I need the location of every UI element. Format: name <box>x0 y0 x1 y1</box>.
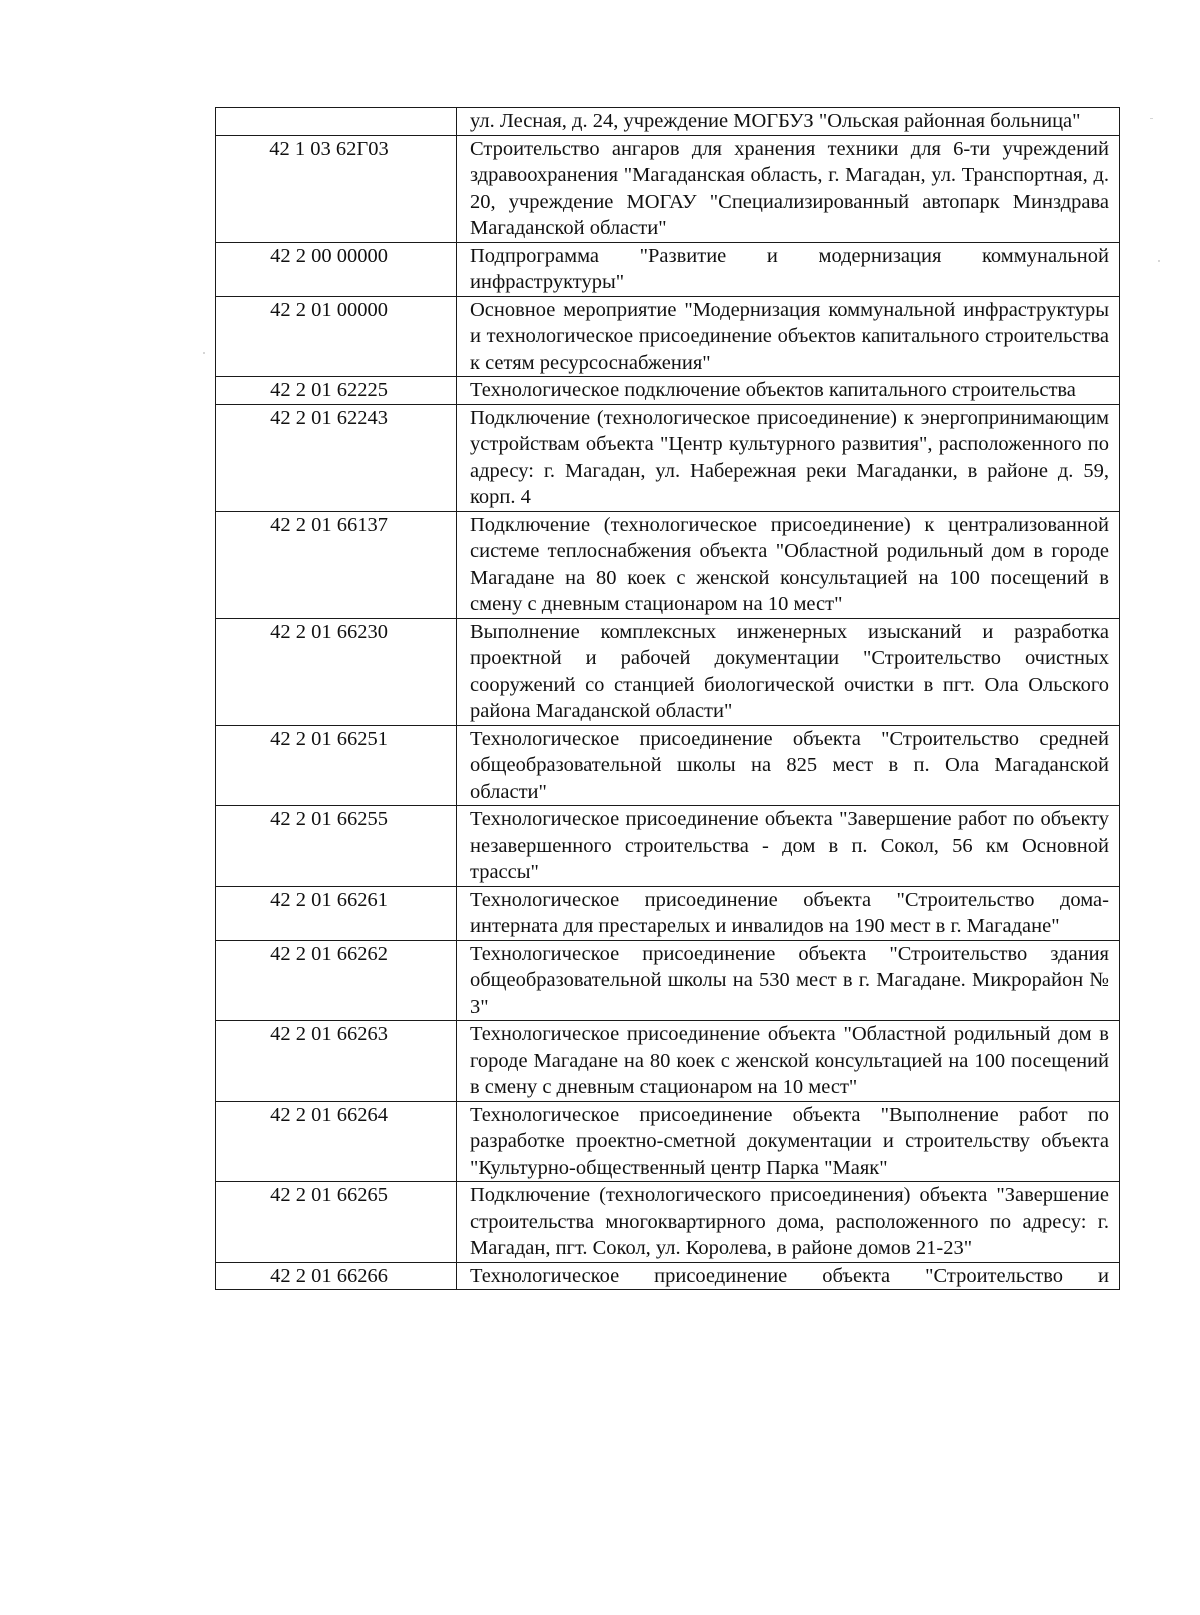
code-cell: 42 2 01 66266 <box>216 1262 457 1290</box>
code-cell: 42 1 03 62Г03 <box>216 135 457 242</box>
table-row <box>216 886 1120 940</box>
code-cell: 42 2 01 66265 <box>216 1182 457 1263</box>
code-cell: 42 2 01 66255 <box>216 806 457 887</box>
description-cell: Технологическое подключение объектов капитального строительства <box>457 377 1120 405</box>
code-cell: 42 2 01 62243 <box>216 404 457 511</box>
description-cell: Подпрограмма "Развитие и модернизация коммунальной инфраструктуры" <box>457 242 1120 296</box>
description-cell: Основное мероприятие "Модернизация коммунальной инфраструктуры и технологическое присоединение объектов капитального строительства к сетям ресурсоснабжения" <box>457 296 1120 377</box>
table-row <box>216 806 1120 887</box>
description-cell: Подключение (технологического присоединения) объекта "Завершение строительства многоквартирного дома, расположенного по адресу: г. Магадан, пгт. Сокол, ул. Королева, в районе домов 21-23" <box>457 1182 1120 1263</box>
description-cell: Подключение (технологическое присоединение) к энергопринимающим устройствам объекта "Центр культурного развития", расположенного по адресу: г. Магадан, ул. Набережная реки Магаданки, в районе д. 59, корп. 4 <box>457 404 1120 511</box>
code-cell: 42 2 01 66262 <box>216 940 457 1021</box>
table-row <box>216 135 1120 242</box>
scan-speck <box>1150 118 1153 119</box>
table-row <box>216 725 1120 806</box>
description-cell: Технологическое присоединение объекта "Строительство дома-интерната для престарелых и инвалидов на 190 мест в г. Магадане" <box>457 886 1120 940</box>
description-cell: Технологическое присоединение объекта "Строительство здания общеобразовательной школы на 530 мест в г. Магадане. Микрорайон № 3" <box>457 940 1120 1021</box>
code-cell: 42 2 00 00000 <box>216 242 457 296</box>
description-cell: Подключение (технологическое присоединение) к централизованной системе теплоснабжения объекта "Областной родильный дом в городе Магадане на 80 коек с женской консультацией на 100 посещений в смену с дневным стационаром на 10 мест" <box>457 511 1120 618</box>
scan-speck <box>1158 260 1160 262</box>
table-row <box>216 108 1120 136</box>
table-row <box>216 940 1120 1021</box>
code-cell: 42 2 01 66263 <box>216 1021 457 1102</box>
table-row <box>216 242 1120 296</box>
code-cell <box>216 108 457 136</box>
description-cell: Строительство ангаров для хранения техники для 6-ти учреждений здравоохранения "Магаданская область, г. Магадан, ул. Транспортная, д. 20, учреждение МОГАУ "Специализированный автопарк Минздрава Магаданской области" <box>457 135 1120 242</box>
table-row <box>216 1262 1120 1290</box>
code-cell: 42 2 01 66230 <box>216 618 457 725</box>
table-row <box>216 618 1120 725</box>
table-row <box>216 404 1120 511</box>
code-cell: 42 2 01 62225 <box>216 377 457 405</box>
code-cell: 42 2 01 66137 <box>216 511 457 618</box>
table-row <box>216 1101 1120 1182</box>
code-cell: 42 2 01 66264 <box>216 1101 457 1182</box>
scan-speck <box>203 352 205 354</box>
table-row <box>216 1021 1120 1102</box>
description-cell: Выполнение комплексных инженерных изысканий и разработка проектной и рабочей документации "Строительство очистных сооружений со станцией биологической очистки в пгт. Ола Ольского района Магаданской области" <box>457 618 1120 725</box>
budget-code-table <box>215 107 1120 1290</box>
description-cell: Технологическое присоединение объекта "Строительство и <box>457 1262 1120 1290</box>
description-cell: ул. Лесная, д. 24, учреждение МОГБУЗ "Ольская районная больница" <box>457 108 1120 136</box>
code-cell: 42 2 01 00000 <box>216 296 457 377</box>
description-cell: Технологическое присоединение объекта "Выполнение работ по разработке проектно-сметной документации и строительству объекта "Культурно-общественный центр Парка "Маяк" <box>457 1101 1120 1182</box>
table-row <box>216 511 1120 618</box>
code-cell: 42 2 01 66261 <box>216 886 457 940</box>
table-row <box>216 296 1120 377</box>
description-cell: Технологическое присоединение объекта "Строительство средней общеобразовательной школы на 825 мест в п. Ола Магаданской области" <box>457 725 1120 806</box>
code-cell: 42 2 01 66251 <box>216 725 457 806</box>
table-row <box>216 1182 1120 1263</box>
table-row <box>216 377 1120 405</box>
description-cell: Технологическое присоединение объекта "Областной родильный дом в городе Магадане на 80 коек с женской консультацией на 100 посещений в смену с дневным стационаром на 10 мест" <box>457 1021 1120 1102</box>
description-cell: Технологическое присоединение объекта "Завершение работ по объекту незавершенного строительства - дом в п. Сокол, 56 км Основной трассы" <box>457 806 1120 887</box>
